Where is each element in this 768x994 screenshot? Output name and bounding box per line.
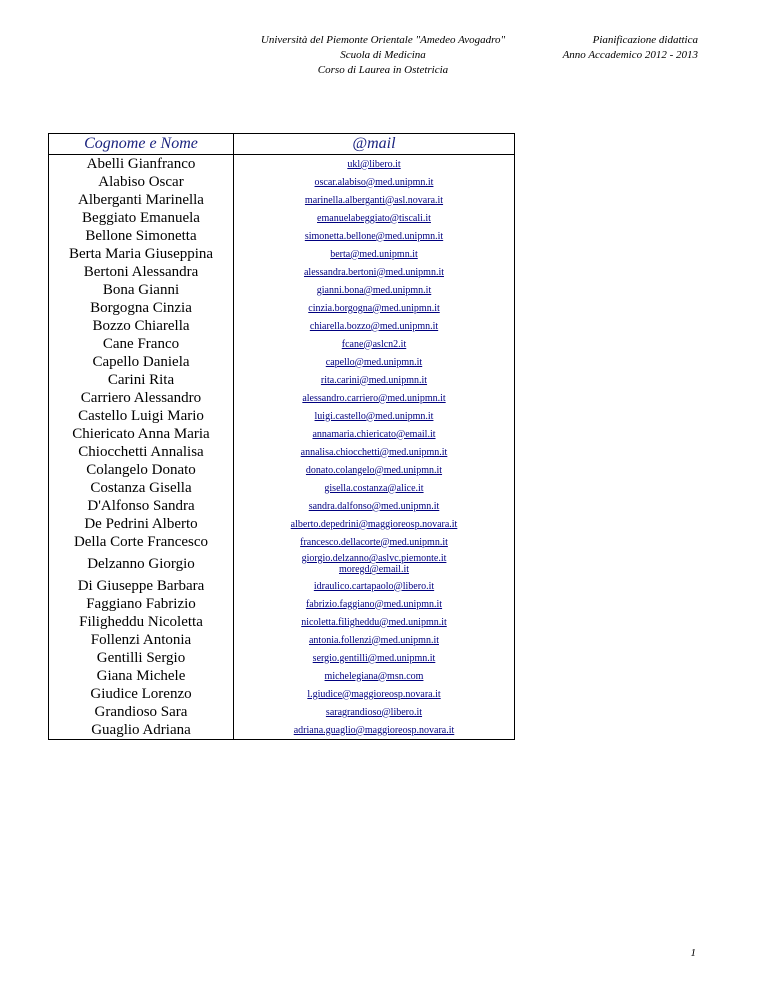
table-row: [49, 209, 515, 227]
header-university: Università del Piemonte Orientale "Amedeo Avogadro": [260, 34, 506, 46]
email-link[interactable]: saragrandioso@libero.it: [325, 706, 423, 718]
person-name: Alberganti Marinella: [49, 191, 234, 209]
person-name: Costanza Gisella: [49, 479, 234, 497]
person-name: Colangelo Donato: [49, 461, 234, 479]
email-link[interactable]: chiarella.bozzo@med.unipmn.it: [309, 320, 439, 332]
person-name: Cane Franco: [49, 335, 234, 353]
table-row: [49, 371, 515, 389]
person-name: Borgogna Cinzia: [49, 299, 234, 317]
person-name: Abelli Gianfranco: [49, 155, 234, 174]
table-row: [49, 721, 515, 740]
person-name: Bona Gianni: [49, 281, 234, 299]
table-row: [49, 461, 515, 479]
person-name: Alabiso Oscar: [49, 173, 234, 191]
table-row: [49, 577, 515, 595]
email-link[interactable]: capello@med.unipmn.it: [325, 356, 423, 368]
person-name: Beggiato Emanuela: [49, 209, 234, 227]
email-link[interactable]: annamaria.chiericato@email.it: [312, 428, 436, 440]
email-cell: [234, 443, 515, 461]
email-link[interactable]: donato.colangelo@med.unipmn.it: [305, 464, 443, 476]
email-cell: [234, 389, 515, 407]
email-link[interactable]: berta@med.unipmn.it: [330, 248, 418, 260]
table-row: [49, 595, 515, 613]
email-cell: [234, 407, 515, 425]
table-row: [49, 245, 515, 263]
person-name: Faggiano Fabrizio: [49, 595, 234, 613]
table-row: [49, 173, 515, 191]
email-cell: [234, 191, 515, 209]
table-row: [49, 299, 515, 317]
email-cell: [234, 577, 515, 595]
table-row: [49, 685, 515, 703]
email-cell: [234, 667, 515, 685]
email-link[interactable]: gisella.costanza@alice.it: [324, 482, 424, 494]
person-name: Della Corte Francesco: [49, 533, 234, 551]
person-name: Delzanno Giorgio: [49, 551, 234, 577]
table-row: [49, 425, 515, 443]
email-cell: [234, 335, 515, 353]
table-row: [49, 335, 515, 353]
email-link[interactable]: luigi.castello@med.unipmn.it: [314, 410, 434, 422]
email-cell: [234, 631, 515, 649]
email-cell: [234, 263, 515, 281]
email-link[interactable]: emanuelabeggiato@tiscali.it: [317, 212, 431, 224]
email-cell: [234, 685, 515, 703]
person-name: Bertoni Alessandra: [49, 263, 234, 281]
email-cell: [234, 317, 515, 335]
email-link[interactable]: francesco.dellacorte@med.unipmn.it: [300, 536, 448, 548]
person-name: Capello Daniela: [49, 353, 234, 371]
email-cell: [234, 551, 515, 577]
person-name: Carini Rita: [49, 371, 234, 389]
email-cell: [234, 721, 515, 740]
person-name: Follenzi Antonia: [49, 631, 234, 649]
person-name: Filigheddu Nicoletta: [49, 613, 234, 631]
person-name: Bozzo Chiarella: [49, 317, 234, 335]
email-cell: [234, 497, 515, 515]
person-name: Grandioso Sara: [49, 703, 234, 721]
email-link[interactable]: giorgio.delzanno@aslvc.piemonte.it: [301, 553, 447, 564]
person-name: Castello Luigi Mario: [49, 407, 234, 425]
person-name: Bellone Simonetta: [49, 227, 234, 245]
email-cell: [234, 353, 515, 371]
email-link[interactable]: michelegiana@msn.com: [324, 670, 424, 682]
table-row: [49, 497, 515, 515]
email-cell: [234, 533, 515, 551]
page-number: 1: [690, 947, 696, 959]
email-link[interactable]: marinella.alberganti@asl.novara.it: [304, 194, 444, 206]
email-link[interactable]: idraulico.cartapaolo@libero.it: [313, 580, 435, 592]
table-row: [49, 155, 515, 174]
email-link[interactable]: fcane@aslcn2.it: [341, 338, 407, 350]
table-row: [49, 613, 515, 631]
email-link[interactable]: l.giudice@maggioreosp.novara.it: [307, 688, 441, 700]
table-row: [49, 515, 515, 533]
header-school: Scuola di Medicina: [340, 49, 426, 61]
person-name: Carriero Alessandro: [49, 389, 234, 407]
email-link[interactable]: fabrizio.faggiano@med.unipmn.it: [305, 598, 443, 610]
email-cell: [234, 425, 515, 443]
email-cell: [234, 299, 515, 317]
table-row: [49, 631, 515, 649]
email-cell: [234, 613, 515, 631]
person-name: Chiericato Anna Maria: [49, 425, 234, 443]
person-name: Giudice Lorenzo: [49, 685, 234, 703]
email-link[interactable]: moregd@email.it: [338, 564, 410, 575]
person-name: Berta Maria Giuseppina: [49, 245, 234, 263]
table-row: [49, 353, 515, 371]
column-header-name: Cognome e Nome: [49, 134, 234, 155]
email-link[interactable]: nicoletta.filigheddu@med.unipmn.it: [301, 616, 447, 628]
table-row: [49, 263, 515, 281]
contacts-table: [48, 133, 515, 740]
email-cell: [234, 173, 515, 191]
header-course: Corso di Laurea in Ostetricia: [317, 64, 449, 76]
table-row: [49, 389, 515, 407]
email-cell: [234, 209, 515, 227]
table-row: [49, 443, 515, 461]
table-row: [49, 191, 515, 209]
header-planning-title: Pianificazione didattica: [592, 34, 698, 46]
email-link[interactable]: cinzia.borgogna@med.unipmn.it: [308, 302, 440, 314]
email-cell: [234, 515, 515, 533]
table-row: [49, 407, 515, 425]
email-link[interactable]: sergio.gentilli@med.unipmn.it: [312, 652, 436, 664]
header-institution: [230, 33, 536, 78]
email-cell: [234, 703, 515, 721]
table-row: [49, 533, 515, 551]
email-link[interactable]: gianni.bona@med.unipmn.it: [316, 284, 432, 296]
email-cell: [234, 595, 515, 613]
table-row: [49, 317, 515, 335]
table-row: [49, 551, 515, 577]
email-link[interactable]: antonia.follenzi@med.unipmn.it: [308, 634, 439, 646]
email-link[interactable]: sandra.dalfonso@med.unipmn.it: [308, 500, 440, 512]
email-link[interactable]: simonetta.bellone@med.unipmn.it: [304, 230, 444, 242]
person-name: D'Alfonso Sandra: [49, 497, 234, 515]
email-link[interactable]: rita.carini@med.unipmn.it: [320, 374, 428, 386]
person-name: Guaglio Adriana: [49, 721, 234, 740]
email-cell: [234, 227, 515, 245]
email-cell: [234, 371, 515, 389]
email-link[interactable]: alessandro.carriero@med.unipmn.it: [302, 392, 446, 404]
email-cell: [234, 245, 515, 263]
table-row: [49, 281, 515, 299]
email-cell: [234, 479, 515, 497]
table-header-row: [49, 134, 515, 155]
email-cell: [234, 155, 515, 174]
email-link[interactable]: oscar.alabiso@med.unipmn.it: [314, 176, 434, 188]
person-name: Gentilli Sergio: [49, 649, 234, 667]
table-row: [49, 227, 515, 245]
header-planning: [536, 33, 698, 63]
person-name: Chiocchetti Annalisa: [49, 443, 234, 461]
table-row: [49, 667, 515, 685]
email-link[interactable]: ukl@libero.it: [347, 158, 401, 170]
email-cell: [234, 649, 515, 667]
email-link[interactable]: adriana.guaglio@maggioreosp.novara.it: [293, 724, 455, 736]
table-row: [49, 479, 515, 497]
table-row: [49, 649, 515, 667]
email-link[interactable]: alberto.depedrini@maggioreosp.novara.it: [290, 518, 458, 530]
email-cell: [234, 461, 515, 479]
person-name: Giana Michele: [49, 667, 234, 685]
header-academic-year: Anno Accademico 2012 - 2013: [562, 49, 698, 61]
table-row: [49, 703, 515, 721]
email-link[interactable]: alessandra.bertoni@med.unipmn.it: [303, 266, 444, 278]
email-cell: [234, 281, 515, 299]
person-name: De Pedrini Alberto: [49, 515, 234, 533]
person-name: Di Giuseppe Barbara: [49, 577, 234, 595]
column-header-mail: @mail: [234, 134, 515, 155]
email-link[interactable]: annalisa.chiocchetti@med.unipmn.it: [300, 446, 448, 458]
